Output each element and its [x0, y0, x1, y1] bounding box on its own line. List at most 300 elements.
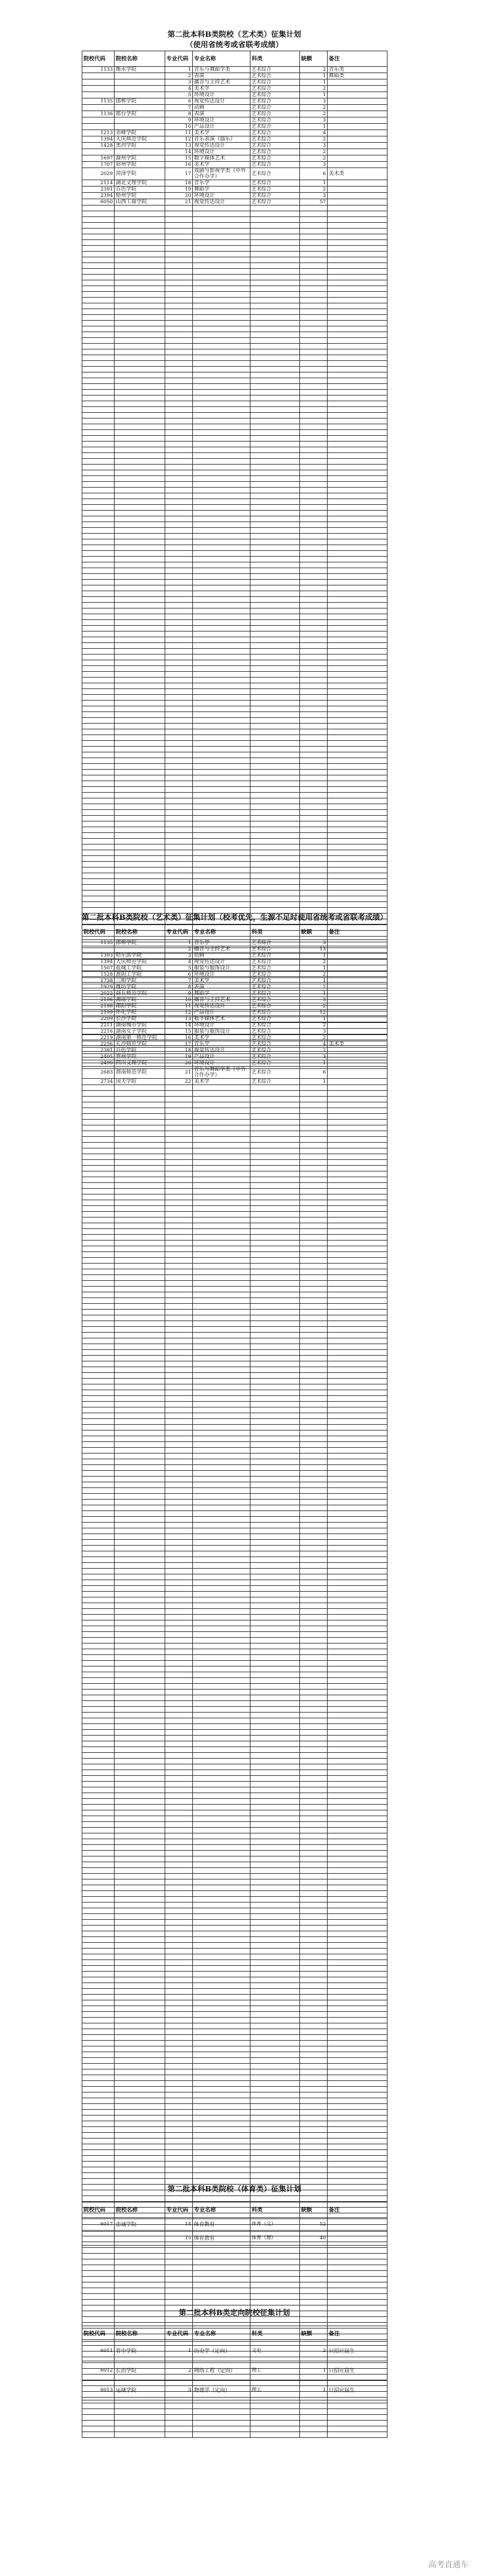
empty-cell	[82, 574, 115, 580]
table-row	[82, 2035, 387, 2041]
category-cell: 艺术综合	[250, 997, 300, 1003]
empty-cell	[193, 787, 250, 793]
empty-cell	[193, 453, 250, 459]
empty-cell	[115, 1690, 165, 1695]
table-row	[82, 2018, 387, 2023]
table-row	[82, 2064, 387, 2069]
empty-cell	[82, 1523, 115, 1528]
empty-cell	[328, 1436, 387, 1442]
empty-cell	[193, 1523, 250, 1528]
empty-cell	[165, 1615, 193, 1620]
empty-cell	[328, 1782, 387, 1787]
empty-cell	[115, 1281, 165, 1287]
empty-cell	[328, 1517, 387, 1523]
empty-cell	[300, 747, 328, 752]
empty-cell	[165, 1258, 193, 1264]
empty-cell	[82, 1229, 115, 1235]
major-name-cell: 表演	[193, 111, 250, 117]
empty-cell	[82, 770, 115, 775]
empty-cell	[193, 1500, 250, 1505]
empty-cell	[115, 1805, 165, 1810]
empty-cell	[165, 2426, 193, 2432]
table-row	[82, 1603, 387, 1609]
empty-cell	[250, 280, 300, 286]
empty-cell	[82, 1954, 115, 1960]
empty-cell	[300, 1603, 328, 1609]
empty-cell	[328, 844, 387, 850]
empty-cell	[193, 724, 250, 729]
empty-cell	[165, 683, 193, 689]
empty-cell	[328, 2288, 387, 2294]
header-cell: 院校代码	[82, 51, 115, 67]
empty-cell	[115, 1436, 165, 1442]
empty-cell	[300, 1615, 328, 1620]
header-cell: 专业名称	[193, 924, 250, 940]
empty-cell	[250, 2087, 300, 2092]
empty-cell	[328, 326, 387, 332]
school-code-cell: 6017	[82, 2218, 115, 2232]
empty-cell	[250, 2300, 300, 2305]
empty-cell	[250, 1287, 300, 1292]
vacancy-cell: 3	[300, 98, 328, 105]
category-cell: 艺术综合	[250, 149, 300, 155]
table-row	[82, 1897, 387, 1902]
school-name-cell	[115, 149, 165, 155]
empty-cell	[165, 1494, 193, 1500]
empty-cell	[300, 1695, 328, 1701]
empty-cell	[250, 1264, 300, 1269]
empty-cell	[328, 2403, 387, 2409]
empty-cell	[82, 2271, 115, 2277]
empty-cell	[193, 1517, 250, 1523]
empty-cell	[328, 1430, 387, 1436]
empty-cell	[193, 1718, 250, 1724]
table-row	[82, 2162, 387, 2167]
empty-cell	[165, 505, 193, 511]
empty-cell	[165, 1540, 193, 1546]
empty-cell	[115, 1822, 165, 1828]
empty-cell	[165, 1402, 193, 1407]
empty-cell	[82, 1212, 115, 1217]
table-row	[82, 1041, 387, 1048]
empty-cell	[300, 1690, 328, 1695]
empty-cell	[300, 2098, 328, 2104]
empty-cell	[165, 217, 193, 223]
empty-cell	[300, 2409, 328, 2415]
note-cell	[328, 111, 387, 117]
empty-cell	[328, 1425, 387, 1430]
empty-cell	[250, 2023, 300, 2029]
empty-cell	[300, 2006, 328, 2012]
empty-cell	[82, 390, 115, 395]
empty-cell	[250, 1356, 300, 1361]
empty-cell	[82, 1793, 115, 1799]
table-row	[82, 2029, 387, 2035]
empty-cell	[250, 1344, 300, 1350]
empty-cell	[115, 821, 165, 827]
empty-cell	[300, 2000, 328, 2006]
major-code-cell: 10	[165, 124, 193, 130]
empty-cell	[328, 1223, 387, 1229]
empty-cell	[300, 631, 328, 637]
school-code-cell	[82, 73, 115, 79]
empty-cell	[300, 1966, 328, 1972]
school-name-cell	[115, 124, 165, 130]
empty-cell	[193, 493, 250, 499]
empty-cell	[193, 1897, 250, 1902]
empty-cell	[165, 1500, 193, 1505]
empty-cell	[250, 1194, 300, 1200]
empty-cell	[165, 1828, 193, 1833]
empty-cell	[300, 1551, 328, 1557]
category-cell: 艺术综合	[250, 1048, 300, 1054]
empty-cell	[115, 1430, 165, 1436]
empty-cell	[193, 332, 250, 338]
empty-cell	[193, 1816, 250, 1822]
empty-cell	[82, 724, 115, 729]
empty-cell	[328, 1724, 387, 1730]
empty-cell	[328, 2092, 387, 2098]
empty-cell	[193, 1908, 250, 1914]
empty-cell	[165, 2041, 193, 2046]
empty-cell	[250, 298, 300, 303]
empty-cell	[165, 2254, 193, 2259]
empty-cell	[82, 442, 115, 447]
table-row	[82, 1793, 387, 1799]
empty-cell	[300, 344, 328, 349]
empty-cell	[250, 2075, 300, 2081]
empty-cell	[328, 1315, 387, 1321]
empty-cell	[250, 482, 300, 488]
empty-cell	[165, 1793, 193, 1799]
empty-cell	[328, 442, 387, 447]
empty-cell	[115, 470, 165, 476]
empty-cell	[82, 649, 115, 655]
table-row	[82, 953, 387, 959]
table-row	[82, 2277, 387, 2282]
empty-cell	[193, 1954, 250, 1960]
empty-cell	[250, 879, 300, 885]
empty-cell	[328, 1085, 387, 1091]
empty-cell	[250, 844, 300, 850]
empty-cell	[165, 1770, 193, 1776]
table-row	[82, 972, 387, 978]
empty-cell	[115, 275, 165, 280]
empty-cell	[82, 1292, 115, 1298]
empty-cell	[82, 2294, 115, 2300]
empty-cell	[250, 1338, 300, 1344]
school-name-cell	[115, 946, 165, 953]
empty-cell	[115, 1246, 165, 1252]
empty-cell	[250, 1448, 300, 1453]
table-row	[82, 1292, 387, 1298]
table-row	[82, 516, 387, 522]
empty-cell	[193, 1770, 250, 1776]
empty-cell	[328, 856, 387, 862]
category-cell: 艺术综合	[250, 193, 300, 199]
empty-cell	[328, 1379, 387, 1384]
table-row	[82, 1471, 387, 1477]
empty-cell	[328, 1511, 387, 1517]
table-row	[82, 534, 387, 539]
empty-cell	[300, 505, 328, 511]
empty-cell	[250, 1229, 300, 1235]
empty-cell	[115, 1160, 165, 1166]
empty-cell	[82, 1678, 115, 1684]
empty-cell	[300, 2432, 328, 2438]
empty-cell	[115, 1183, 165, 1189]
empty-cell	[165, 1321, 193, 1327]
table-row	[82, 1690, 387, 1695]
school-name-cell: 赤峰学院	[115, 130, 165, 136]
header-cell: 院校名称	[115, 2326, 165, 2342]
empty-cell	[82, 1148, 115, 1154]
empty-cell	[250, 643, 300, 649]
table-row	[82, 1200, 387, 1206]
table-row	[82, 1776, 387, 1782]
empty-cell	[82, 2248, 115, 2254]
empty-cell	[165, 1528, 193, 1534]
empty-cell	[250, 1690, 300, 1695]
empty-cell	[115, 2294, 165, 2300]
empty-cell	[193, 1707, 250, 1713]
empty-cell	[82, 2415, 115, 2421]
major-code-cell: 2	[165, 73, 193, 79]
empty-cell	[115, 1333, 165, 1338]
empty-cell	[82, 1833, 115, 1839]
empty-cell	[250, 384, 300, 390]
empty-cell	[115, 1603, 165, 1609]
major-code-cell: 14	[165, 2218, 193, 2232]
empty-cell	[82, 1989, 115, 1995]
empty-cell	[165, 1603, 193, 1609]
table-row	[82, 991, 387, 997]
empty-cell	[165, 1177, 193, 1183]
header-cell: 缺额	[300, 51, 328, 67]
category-cell: 艺术综合	[250, 1035, 300, 1041]
note-cell	[328, 946, 387, 953]
empty-cell	[115, 1131, 165, 1137]
note-cell	[328, 1054, 387, 1060]
table-row	[82, 1770, 387, 1776]
empty-cell	[250, 1782, 300, 1787]
empty-cell	[82, 1379, 115, 1384]
empty-cell	[328, 1540, 387, 1546]
empty-cell	[165, 1338, 193, 1344]
table-row	[82, 1597, 387, 1603]
note-cell	[328, 997, 387, 1003]
empty-cell	[115, 1787, 165, 1793]
school-code-cell: 2391	[82, 187, 115, 193]
empty-cell	[328, 1856, 387, 1862]
empty-cell	[115, 1361, 165, 1367]
empty-cell	[250, 2248, 300, 2254]
empty-cell	[328, 436, 387, 442]
empty-cell	[300, 1102, 328, 1108]
empty-cell	[328, 735, 387, 741]
table-row	[82, 2115, 387, 2121]
empty-cell	[300, 2254, 328, 2259]
empty-cell	[165, 1367, 193, 1373]
empty-cell	[82, 695, 115, 701]
empty-cell	[115, 1713, 165, 1718]
empty-cell	[82, 326, 115, 332]
empty-cell	[115, 580, 165, 585]
empty-cell	[165, 793, 193, 798]
empty-cell	[300, 1344, 328, 1350]
empty-cell	[328, 758, 387, 764]
empty-cell	[82, 1367, 115, 1373]
empty-cell	[193, 1459, 250, 1465]
empty-cell	[82, 1787, 115, 1793]
empty-cell	[193, 1666, 250, 1672]
empty-cell	[193, 442, 250, 447]
empty-cell	[250, 2271, 300, 2277]
empty-cell	[165, 413, 193, 418]
empty-cell	[328, 2179, 387, 2185]
major-name-cell: 物理学（定向）	[193, 2381, 250, 2400]
vacancy-cell: 12	[300, 1010, 328, 1016]
category-cell: 艺术综合	[250, 1067, 300, 1079]
empty-cell	[165, 1902, 193, 1908]
empty-cell	[165, 643, 193, 649]
vacancy-cell: 2	[300, 1048, 328, 1054]
empty-cell	[165, 1810, 193, 1816]
empty-cell	[300, 695, 328, 701]
empty-cell	[165, 539, 193, 545]
empty-cell	[250, 1730, 300, 1736]
empty-cell	[165, 1390, 193, 1396]
table-row	[82, 1419, 387, 1425]
note-cell	[328, 1035, 387, 1041]
major-name-cell: 网络工程（定向）	[193, 2361, 250, 2381]
empty-cell	[250, 234, 300, 240]
empty-cell	[115, 1200, 165, 1206]
empty-cell	[82, 2058, 115, 2064]
empty-cell	[82, 729, 115, 735]
empty-cell	[250, 1235, 300, 1241]
table-row	[82, 130, 387, 136]
table-row	[82, 1995, 387, 2000]
empty-cell	[250, 2162, 300, 2167]
empty-cell	[250, 1891, 300, 1897]
empty-cell	[193, 1154, 250, 1160]
empty-cell	[250, 1413, 300, 1419]
empty-cell	[165, 252, 193, 257]
empty-cell	[328, 574, 387, 580]
empty-cell	[328, 1787, 387, 1793]
empty-cell	[193, 1264, 250, 1269]
empty-cell	[250, 655, 300, 660]
table-row	[82, 2432, 387, 2438]
empty-cell	[165, 2023, 193, 2029]
empty-cell	[328, 1799, 387, 1805]
empty-cell	[115, 378, 165, 384]
empty-cell	[193, 384, 250, 390]
empty-cell	[328, 2041, 387, 2046]
empty-cell	[250, 2127, 300, 2133]
empty-cell	[115, 2179, 165, 2185]
empty-cell	[328, 2150, 387, 2156]
empty-cell	[165, 476, 193, 482]
note-cell	[328, 1079, 387, 1085]
empty-cell	[193, 735, 250, 741]
empty-cell	[193, 1943, 250, 1949]
empty-cell	[165, 1943, 193, 1949]
empty-cell	[328, 1753, 387, 1759]
school-name-cell: 盐城工学院	[115, 965, 165, 972]
empty-cell	[250, 2098, 300, 2104]
empty-cell	[165, 1626, 193, 1632]
empty-cell	[165, 2288, 193, 2294]
empty-cell	[193, 303, 250, 309]
empty-cell	[193, 810, 250, 816]
empty-cell	[115, 2156, 165, 2162]
empty-cell	[115, 1770, 165, 1776]
empty-cell	[165, 384, 193, 390]
empty-cell	[300, 522, 328, 528]
empty-cell	[328, 453, 387, 459]
empty-cell	[250, 1563, 300, 1569]
empty-cell	[82, 1897, 115, 1902]
empty-cell	[165, 1235, 193, 1241]
empty-cell	[115, 1862, 165, 1868]
empty-cell	[82, 1143, 115, 1148]
empty-cell	[300, 781, 328, 787]
empty-cell	[82, 1920, 115, 1926]
school-code-cell: 1528	[82, 972, 115, 978]
empty-cell	[328, 902, 387, 908]
empty-cell	[165, 211, 193, 217]
empty-cell	[115, 1724, 165, 1730]
empty-cell	[193, 1148, 250, 1154]
table-row	[82, 614, 387, 620]
empty-cell	[165, 591, 193, 597]
empty-cell	[82, 1471, 115, 1477]
table-row	[82, 1528, 387, 1534]
empty-cell	[300, 2058, 328, 2064]
empty-cell	[300, 1879, 328, 1885]
empty-cell	[165, 1672, 193, 1678]
table-row	[82, 2041, 387, 2046]
empty-cell	[328, 378, 387, 384]
empty-cell	[250, 1810, 300, 1816]
empty-cell	[165, 2277, 193, 2282]
empty-cell	[300, 1972, 328, 1977]
empty-cell	[328, 2023, 387, 2029]
empty-cell	[193, 666, 250, 672]
empty-cell	[328, 252, 387, 257]
empty-cell	[82, 1782, 115, 1787]
table-row	[82, 1949, 387, 1954]
empty-cell	[328, 695, 387, 701]
table-row	[82, 816, 387, 821]
empty-cell	[300, 770, 328, 775]
empty-cell	[193, 770, 250, 775]
empty-cell	[115, 1373, 165, 1379]
table-row	[82, 1891, 387, 1897]
empty-cell	[82, 2162, 115, 2167]
school-code-cell: 2256	[82, 1041, 115, 1048]
major-name-cell: 环境设计	[193, 972, 250, 978]
empty-cell	[328, 729, 387, 735]
empty-cell	[82, 1707, 115, 1713]
major-name-cell: 动画	[193, 105, 250, 111]
empty-cell	[165, 1661, 193, 1666]
empty-cell	[300, 1770, 328, 1776]
empty-cell	[250, 2006, 300, 2012]
empty-cell	[193, 706, 250, 712]
